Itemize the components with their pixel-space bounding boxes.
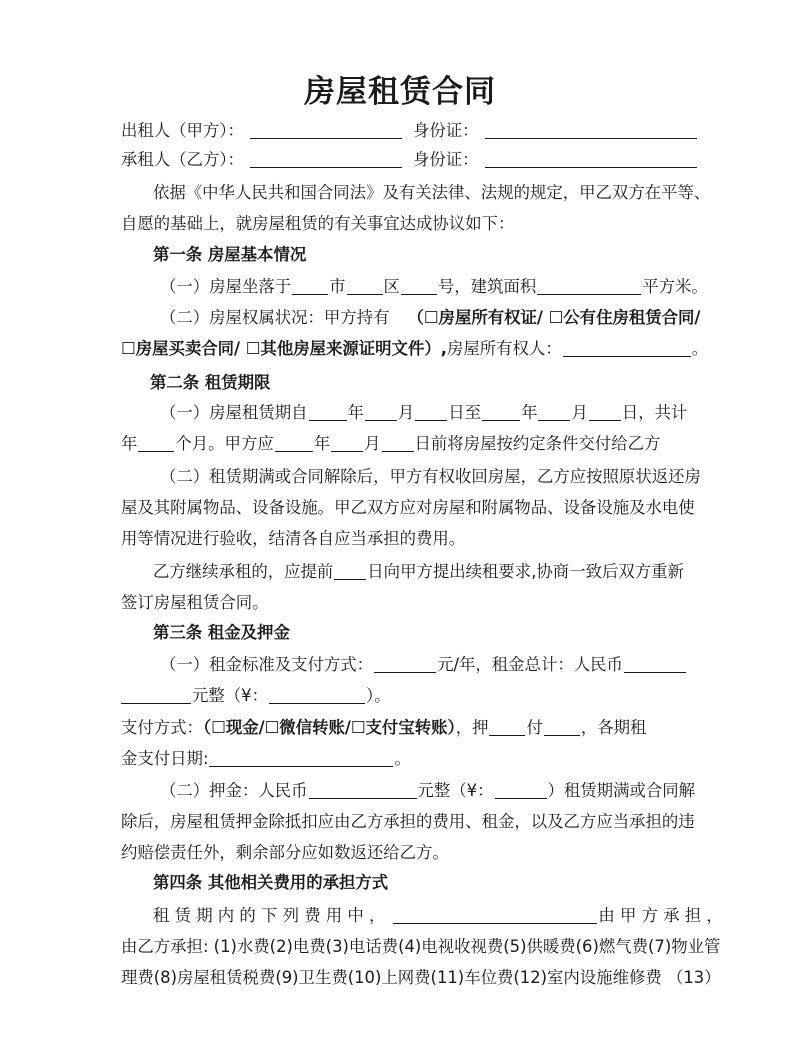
text: 月	[571, 403, 588, 422]
art2-paragraph-2-line-1: （二）租赁期满或合同解除后，甲方有权收回房屋，乙方应按照原状返还房	[160, 467, 701, 486]
payment-options[interactable]: （☐现金/☐微信转账/☐支付宝转账）	[202, 718, 456, 737]
lessor-label: 出租人（甲方）：	[121, 121, 244, 140]
lessor-name-blank[interactable]	[250, 120, 402, 139]
art3-payment-date-line	[121, 744, 411, 774]
text: 日前将房屋按约定条件交付给乙方	[414, 434, 661, 453]
art2-paragraph-2-line-2: 屋及其附属物品、设备设施。甲乙双方应对房屋和附属物品、设备设施及水电使	[121, 498, 695, 517]
lessor-id-blank[interactable]	[485, 120, 697, 139]
preamble-line-1: 依据《中华人民共和国合同法》及有关法律、法规的规定，甲乙双方在平等、	[153, 183, 711, 202]
text: 市	[329, 277, 346, 296]
renewal-days-blank[interactable]	[334, 561, 366, 580]
text: 日，共计	[621, 403, 688, 422]
art3-deposit-line-2: 除后，房屋租赁押金除抵扣应由乙方承担的费用、租金，以及乙方应当承担的违	[121, 812, 695, 831]
pay-months-blank[interactable]	[544, 717, 580, 736]
article-1-heading: 第一条 房屋基本情况	[153, 245, 307, 264]
city-blank[interactable]	[292, 276, 328, 295]
article-2-heading: 第二条 租赁期限	[150, 373, 271, 392]
text: 个月。甲方应	[175, 434, 274, 453]
text: 号，建筑面积	[437, 277, 537, 296]
text: 元整（¥：	[417, 781, 494, 800]
deliver-month-blank[interactable]	[331, 433, 363, 452]
owner-blank[interactable]	[563, 338, 691, 357]
text: 。	[691, 339, 709, 358]
art2-renewal-line	[153, 557, 684, 587]
rent-amount-blank[interactable]	[269, 685, 365, 704]
rent-per-year-blank[interactable]	[374, 654, 436, 673]
lessee-name-blank[interactable]	[250, 149, 402, 168]
article-3-heading: 第三条 租金及押金	[153, 623, 290, 642]
text: ，押	[455, 718, 489, 737]
art2-term-line-2	[121, 429, 660, 459]
text: 日至	[448, 403, 482, 422]
number-blank[interactable]	[401, 276, 437, 295]
deliver-year-blank[interactable]	[275, 433, 313, 452]
text: （二）房屋权属状况：甲方持有	[160, 308, 390, 327]
text: 支付方式：	[121, 718, 203, 737]
payment-date-blank[interactable]	[209, 748, 393, 767]
deposit-blank[interactable]	[309, 780, 417, 799]
ownership-options-cont[interactable]: ☐房屋买卖合同/ ☐其他房屋来源证明文件）,	[121, 339, 447, 358]
art2-renewal-line-2: 签订房屋租赁合同。	[121, 593, 269, 612]
text: 元整（¥：	[192, 686, 268, 705]
text: 区	[383, 277, 400, 296]
art4-fees-line-3: 理费(8)房屋租赁税费(9)卫生费(10)上网费(11)车位费(12)室内设施维修费 （13）	[121, 968, 721, 987]
text: 。	[394, 749, 411, 768]
document-title: 房屋租赁合同	[304, 74, 496, 110]
art1-location-line	[160, 272, 708, 302]
end-year-blank[interactable]	[482, 402, 520, 421]
text: ，各期租	[580, 718, 647, 737]
text: 日向甲方提出续租要求,协商一致后双方重新	[367, 562, 684, 581]
text: 乙方继续承租的，应提前	[153, 562, 334, 581]
start-month-blank[interactable]	[365, 402, 397, 421]
start-day-blank[interactable]	[415, 402, 447, 421]
lessee-line	[121, 145, 698, 175]
end-day-blank[interactable]	[589, 402, 621, 421]
text: ）租赁期满或合同解	[547, 781, 696, 800]
art3-rent-line	[160, 650, 687, 680]
ownership-options[interactable]: （☐房屋所有权证/ ☐公有住房租赁合同/	[407, 308, 701, 327]
deposit-months-blank[interactable]	[489, 717, 525, 736]
art3-deposit-line-3: 约赔偿责任外，剩余部分应如数返还给乙方。	[121, 843, 449, 862]
text: （一）房屋租赁期自	[160, 403, 308, 422]
start-year-blank[interactable]	[309, 402, 347, 421]
lessor-line	[121, 116, 698, 146]
lessor-id-label: 身份证：	[412, 121, 479, 140]
article-4-heading: 第四条 其他相关费用的承担方式	[153, 873, 389, 892]
art1-ownership-line-2	[121, 334, 708, 364]
lessee-id-blank[interactable]	[485, 149, 697, 168]
text: 年	[521, 403, 538, 422]
art4-fees-line-2: 由乙方承担: (1)水费(2)电费(3)电话费(4)电视收视费(5)供暖费(6)燃气费(7)物业管	[121, 937, 721, 956]
art2-paragraph-2-line-3: 用等情况进行验收，结清各自应当承担的费用。	[121, 529, 466, 548]
art1-ownership-line	[160, 303, 700, 333]
text: 金支付日期:	[121, 749, 209, 768]
text: 付	[526, 718, 543, 737]
rent-total-cont-blank[interactable]	[121, 685, 191, 704]
text: 月	[364, 434, 381, 453]
text: 年	[347, 403, 364, 422]
text: （一）房屋坐落于	[160, 277, 292, 296]
text: 平方米。	[642, 277, 708, 296]
text: ）。	[366, 686, 391, 705]
art3-payment-line	[121, 713, 646, 743]
text: 月	[397, 403, 415, 422]
area-blank[interactable]	[537, 276, 641, 295]
text: 由 甲 方 承 担 ，	[598, 906, 723, 925]
text: （二）押金：人民币	[160, 781, 308, 800]
end-month-blank[interactable]	[538, 402, 570, 421]
text: 年	[313, 434, 331, 453]
text: 元/年，租金总计：人民币	[437, 655, 623, 674]
months-blank[interactable]	[138, 433, 174, 452]
lessee-label: 承租人（乙方）：	[121, 150, 244, 169]
art3-deposit-line	[160, 776, 695, 806]
art3-rent-line-2	[121, 681, 391, 711]
district-blank[interactable]	[347, 276, 383, 295]
art4-fees-line	[153, 901, 723, 931]
lessee-id-label: 身份证：	[412, 150, 479, 169]
text: 房屋所有权人：	[446, 339, 562, 358]
deliver-day-blank[interactable]	[382, 433, 414, 452]
text: 租 赁 期 内 的 下 列 费 用 中 ，	[153, 906, 386, 925]
lessor-fees-blank[interactable]	[393, 905, 597, 924]
text: （一）租金标准及支付方式：	[160, 655, 374, 674]
preamble-line-2: 自愿的基础上，就房屋租赁的有关事宜达成协议如下：	[121, 214, 515, 233]
deposit-amount-blank[interactable]	[495, 780, 547, 799]
art2-term-line	[160, 398, 687, 428]
rent-total-blank[interactable]	[624, 654, 686, 673]
text: 年	[121, 434, 138, 453]
